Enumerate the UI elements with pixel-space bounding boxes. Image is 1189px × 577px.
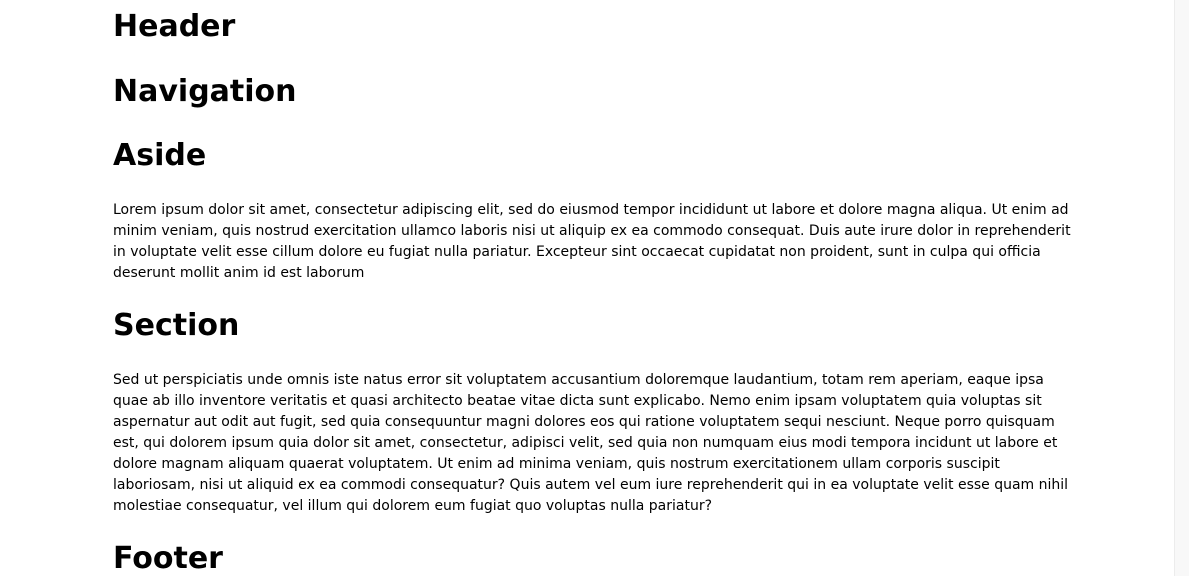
header-title: Header <box>113 9 236 44</box>
section-paragraph: Sed ut perspiciatis unde omnis iste natus error sit voluptatem accusantium doloremque laudantium, totam rem aperiam, eaque ipsa quae ab illo inventore veritatis et quasi architecto beatae vitae dicta sunt explicabo. Nemo enim ipsam voluptatem quia voluptas sit aspernatur aut odit aut fugit, sed quia consequuntur magni dolores eos qui ratione voluptatem sequi nesciunt. Neque porro quisquam est, qui dolorem ipsum quia dolor sit amet, consectetur, adipisci velit, sed quia non numquam eius modi tempora incidunt ut labore et dolore magnam aliquam quaerat voluptatem. Ut enim ad minima veniam, quis nostrum exercitationem ullam corporis suscipit laboriosam, nisi ut aliquid ex ea commodi consequatur? Quis autem vel eum iure reprehenderit qui in ea voluptate velit esse quam nihil molestiae consequatur, vel illum qui dolorem eum fugiat quo voluptas nulla pariatur? <box>113 372 1069 514</box>
footer-title: Footer <box>113 541 223 576</box>
navigation-title: Navigation <box>113 74 297 109</box>
vertical-scrollbar[interactable] <box>1174 0 1189 576</box>
section-title: Section <box>113 308 240 343</box>
aside-title: Aside <box>113 138 207 173</box>
aside-paragraph: Lorem ipsum dolor sit amet, consectetur adipiscing elit, sed do eiusmod tempor incididunt ut labore et dolore magna aliqua. Ut enim ad minim veniam, quis nostrud exercitation ullamco laboris nisi ut aliquip ex ea commodo consequat. Duis aute irure dolor in reprehenderit in voluptate velit esse cillum dolore eu fugiat nulla pariatur. Excepteur sint occaecat cupidatat non proident, sunt in culpa qui officia deserunt mollit anim id est laborum <box>113 202 1071 281</box>
